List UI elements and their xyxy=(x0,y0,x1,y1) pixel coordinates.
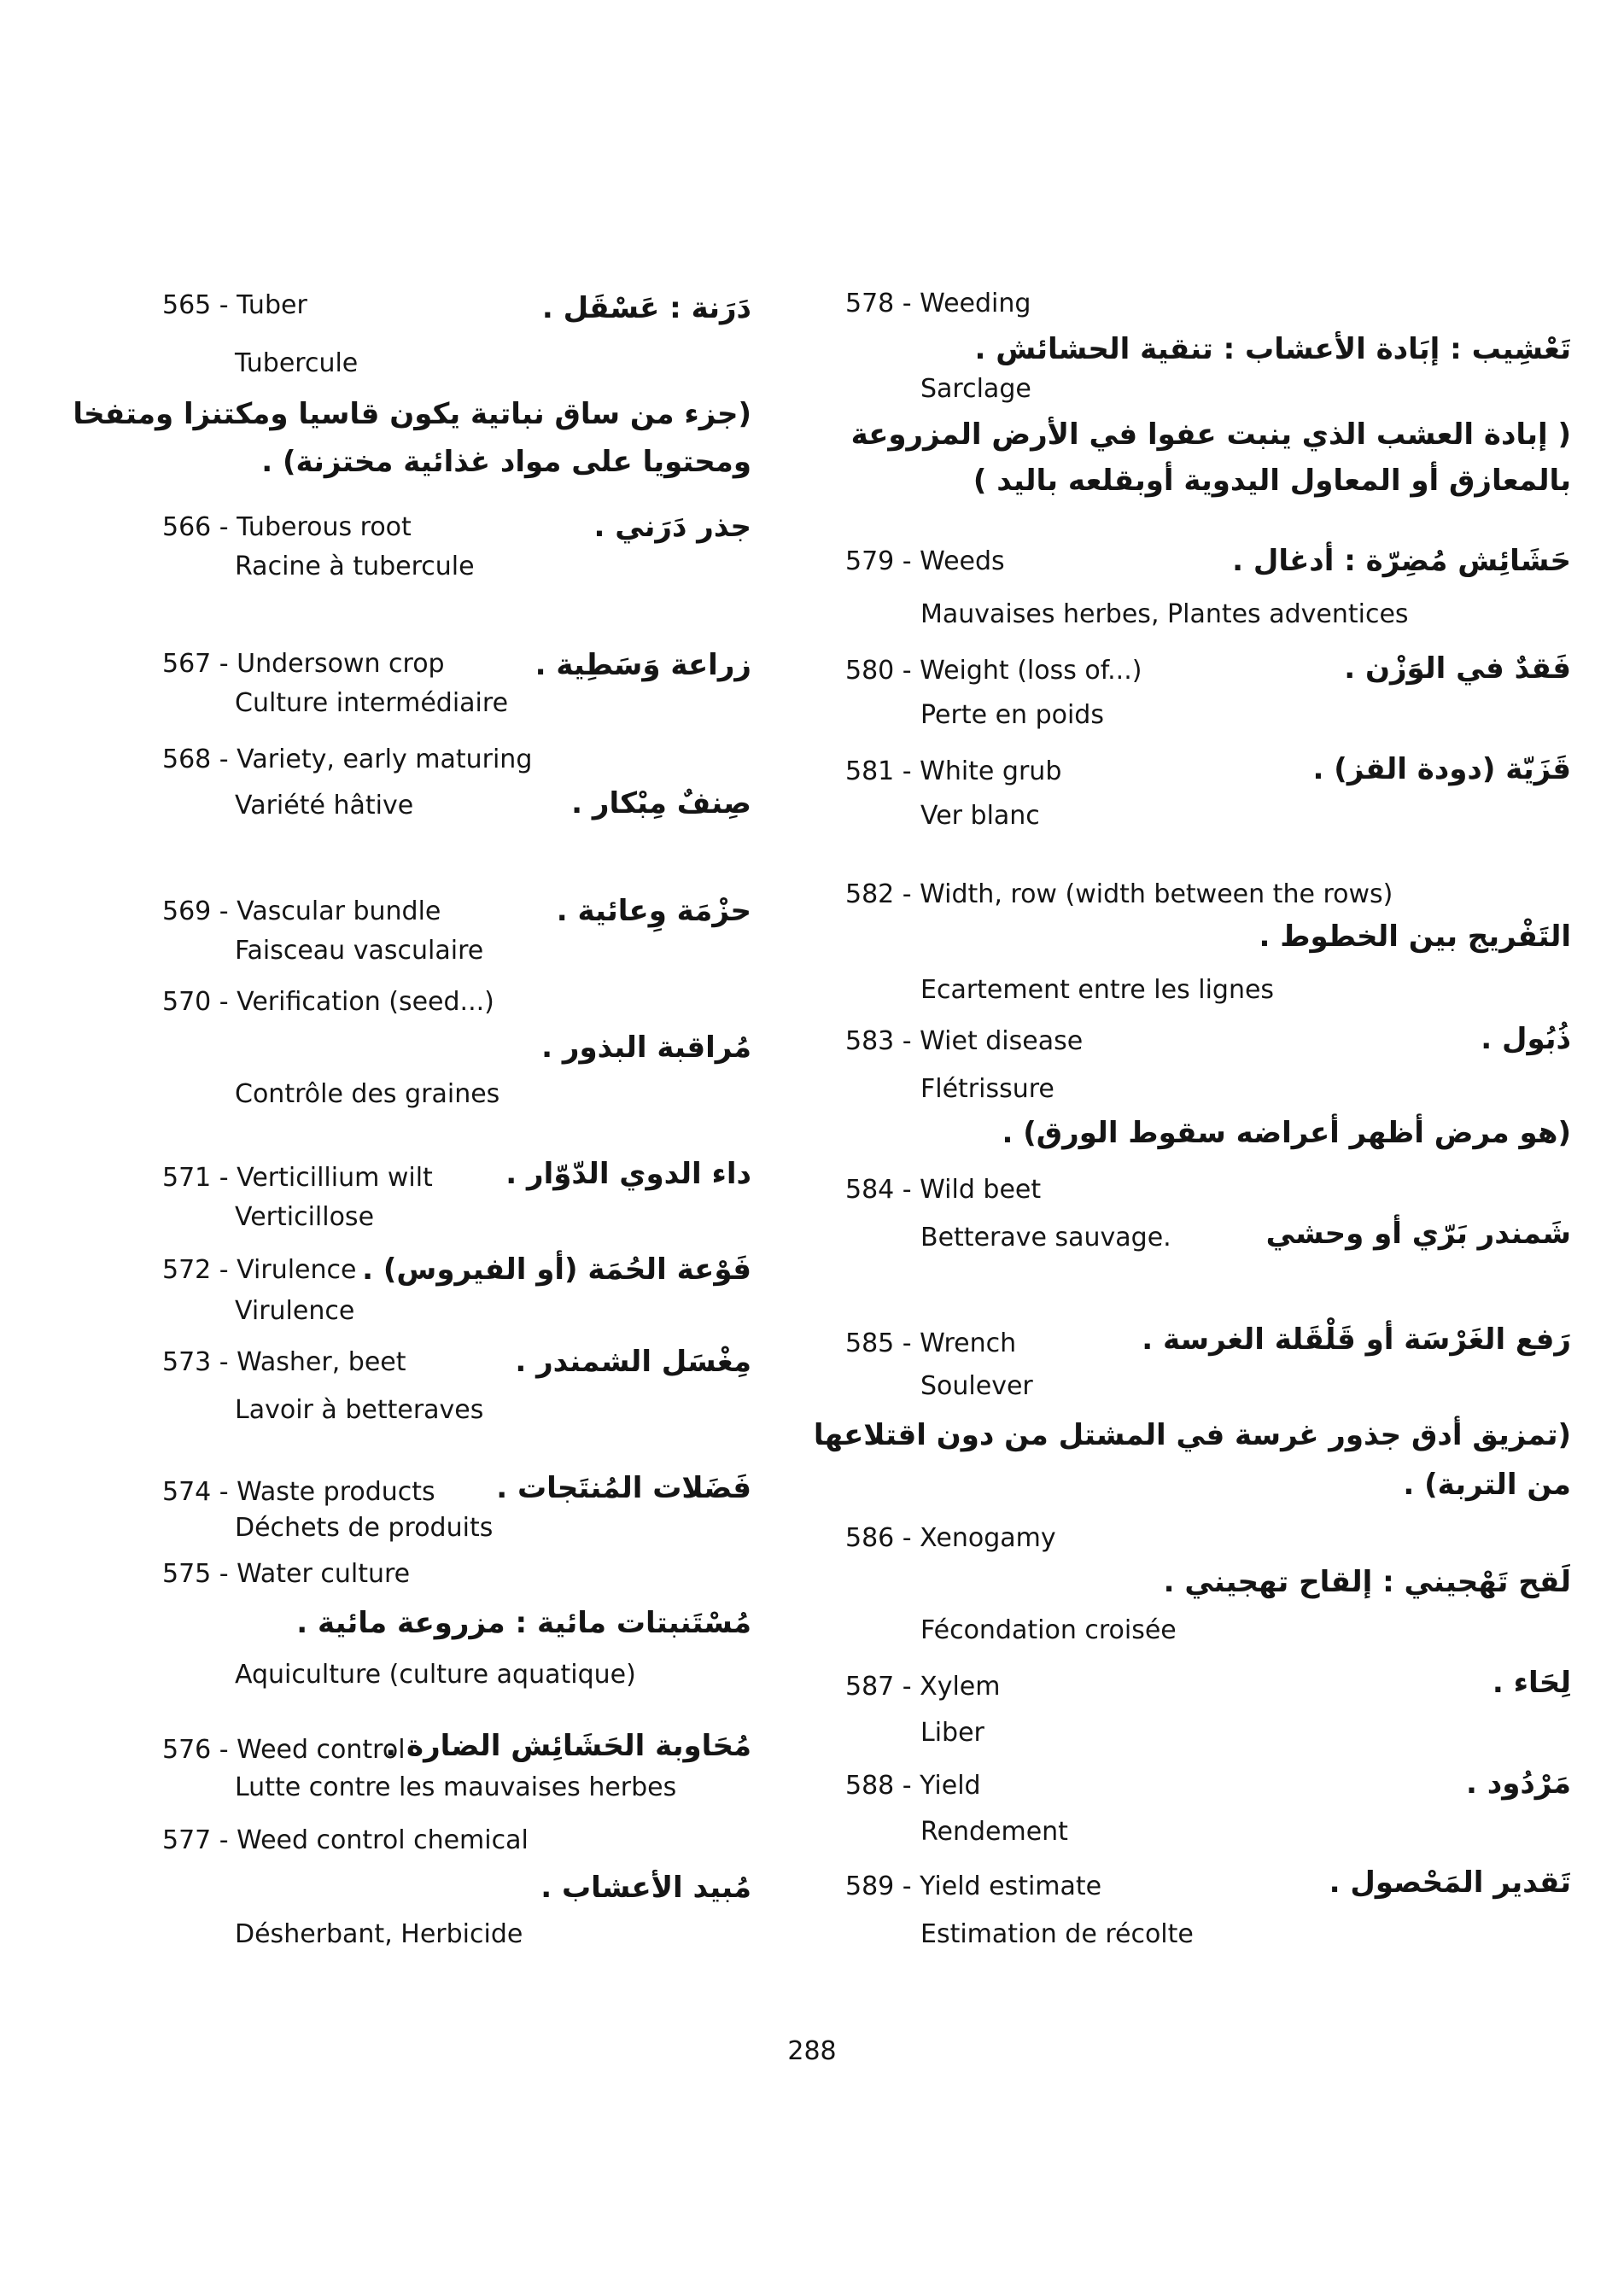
entry-french: Tubercule xyxy=(235,348,359,378)
entry-french: Désherbant, Herbicide xyxy=(235,1919,523,1949)
entry-french: Mauvaises herbes, Plantes adventices xyxy=(920,599,1409,629)
entry-arabic: فَضَلات المُنتَجات . xyxy=(496,1471,751,1505)
entry-note-line: ومحتويا على مواد غذائية مختزنة) . xyxy=(261,445,751,479)
entry-note-line: (هو مرض أظهر أعراضه سقوط الورق) . xyxy=(1002,1116,1571,1150)
entry-term: 584 - Wild beet xyxy=(845,1175,1042,1205)
entry-arabic: مُبيد الأعشاب . xyxy=(540,1871,751,1905)
entry-arabic: مُراقبة البذور . xyxy=(541,1031,751,1065)
entry-french: Flétrissure xyxy=(920,1074,1054,1104)
right-column xyxy=(813,0,1571,2283)
entry-arabic: لَقح تَهْجيني : إلقاح تهجيني . xyxy=(1163,1565,1571,1599)
entry-term: 566 - Tuberous root xyxy=(162,512,412,542)
entry-french: Rendement xyxy=(920,1817,1068,1847)
entry-term: 586 - Xenogamy xyxy=(845,1523,1056,1553)
entry-arabic: حزْمَة وِعائية . xyxy=(556,894,751,928)
entry-arabic: جذر دَرَني . xyxy=(593,510,751,544)
entry-arabic: مُسْتَنبتات مائية : مزروعة مائية . xyxy=(296,1606,751,1640)
entry-french: Aquiculture (culture aquatique) xyxy=(235,1660,636,1690)
entry-arabic: دَرَنة : عَسْقَل . xyxy=(541,291,751,325)
entry-arabic: داء الدوي الدّوّار . xyxy=(505,1157,751,1191)
entry-arabic: فَوْعة الحُمَة (أو الفيروس) . xyxy=(362,1252,751,1287)
entry-note-line: بالمعازق أو المعاول اليدوية أوبقلعه باليد ) xyxy=(973,464,1571,498)
entry-arabic: زراعة وَسَطِية . xyxy=(535,648,751,682)
entry-arabic: شَمندر بَرّي أو وحشي xyxy=(1265,1217,1571,1251)
entry-term: 575 - Water culture xyxy=(162,1559,411,1589)
entry-term: 587 - Xylem xyxy=(845,1672,1001,1702)
entry-arabic: قَزَيّة (دودة القز) . xyxy=(1312,752,1571,786)
entry-arabic: تَعْشِيب : إبَادة الأعشاب : تنقية الحشائش . xyxy=(974,332,1571,366)
entry-french: Fécondation croisée xyxy=(920,1615,1177,1645)
entry-note-line: من التربة) . xyxy=(1403,1468,1571,1502)
entry-note-line: ( إبادة العشب الذي ينبت عفوا في الأرض المزروعة xyxy=(850,417,1571,452)
entry-term: 583 - Wiet disease xyxy=(845,1026,1084,1056)
entry-term: 572 - Virulence xyxy=(162,1255,357,1285)
entry-term: 574 - Waste products xyxy=(162,1477,435,1507)
entry-french: Lavoir à betteraves xyxy=(235,1395,484,1425)
entry-french: Soulever xyxy=(920,1371,1033,1401)
entry-french: Verticillose xyxy=(235,1202,375,1232)
entry-french: Ecartement entre les lignes xyxy=(920,975,1275,1005)
entry-term: 568 - Variety, early maturing xyxy=(162,744,533,774)
entry-french: Déchets de produits xyxy=(235,1513,494,1543)
entry-arabic: صِنفٌ مِبْكار . xyxy=(571,786,751,820)
page-number: 288 xyxy=(787,2036,837,2066)
entry-french: Culture intermédiaire xyxy=(235,688,509,718)
entry-term: 565 - Tuber xyxy=(162,290,307,320)
entry-term: 577 - Weed control chemical xyxy=(162,1825,529,1855)
left-column xyxy=(0,0,751,2283)
entry-term: 573 - Washer, beet xyxy=(162,1347,406,1377)
entry-term: 569 - Vascular bundle xyxy=(162,896,441,926)
entry-term: 585 - Wrench xyxy=(845,1328,1017,1358)
entry-note-line: (تمزيق أدق جذور غرسة في المشتل من دون اقتلاعها xyxy=(813,1418,1571,1452)
entry-term: 571 - Verticillium wilt xyxy=(162,1163,433,1193)
entry-arabic: مُحَاوبة الحَشَائِش الضارة . xyxy=(385,1729,751,1763)
entry-french: Faisceau vasculaire xyxy=(235,936,484,966)
entry-term: 588 - Yield xyxy=(845,1771,981,1801)
entry-term: 589 - Yield estimate xyxy=(845,1871,1102,1901)
entry-french: Ver blanc xyxy=(920,801,1040,831)
entry-arabic: تَقدير المَحْصول . xyxy=(1329,1866,1571,1900)
entry-arabic: مِغْسَل الشمندر . xyxy=(515,1345,751,1379)
entry-french: Estimation de récolte xyxy=(920,1919,1194,1949)
entry-term: 580 - Weight (loss of...) xyxy=(845,656,1142,686)
entry-french: Virulence xyxy=(235,1296,355,1326)
entry-french: Contrôle des graines xyxy=(235,1079,500,1109)
entry-french: Betterave sauvage. xyxy=(920,1223,1171,1252)
entry-arabic: ذُبُول . xyxy=(1481,1022,1571,1056)
entry-arabic: مَرْدُود . xyxy=(1466,1766,1571,1801)
entry-french: Lutte contre les mauvaises herbes xyxy=(235,1772,677,1802)
entry-term: 567 - Undersown crop xyxy=(162,649,445,679)
entry-arabic: حَشَائِش مُضِرّة : أدغال . xyxy=(1232,544,1571,578)
entry-arabic: رَفع الغَرْسَة أو قَلْقَلة الغرسة . xyxy=(1142,1323,1571,1357)
entry-term: 579 - Weeds xyxy=(845,546,1005,576)
entry-french: Variété hâtive xyxy=(235,791,414,820)
entry-term: 576 - Weed control xyxy=(162,1735,406,1765)
entry-arabic: فَقدٌ في الوَزْن . xyxy=(1344,651,1571,686)
entry-arabic: لِحَاء . xyxy=(1492,1666,1571,1700)
entry-french: Racine à tubercule xyxy=(235,552,475,581)
entry-french: Perte en poids xyxy=(920,700,1104,730)
entry-note-line: (جزء من ساق نباتية يكون قاسيا ومكتنزا ومتفخا xyxy=(73,397,751,431)
entry-term: 581 - White grub xyxy=(845,756,1062,786)
entry-arabic: التَفْريج بين الخطوط . xyxy=(1259,920,1571,954)
entry-french: Sarclage xyxy=(920,374,1031,404)
entry-term: 578 - Weeding xyxy=(845,289,1031,318)
entry-term: 570 - Verification (seed...) xyxy=(162,987,494,1017)
entry-french: Liber xyxy=(920,1718,984,1748)
entry-term: 582 - Width, row (width between the rows) xyxy=(845,879,1393,909)
